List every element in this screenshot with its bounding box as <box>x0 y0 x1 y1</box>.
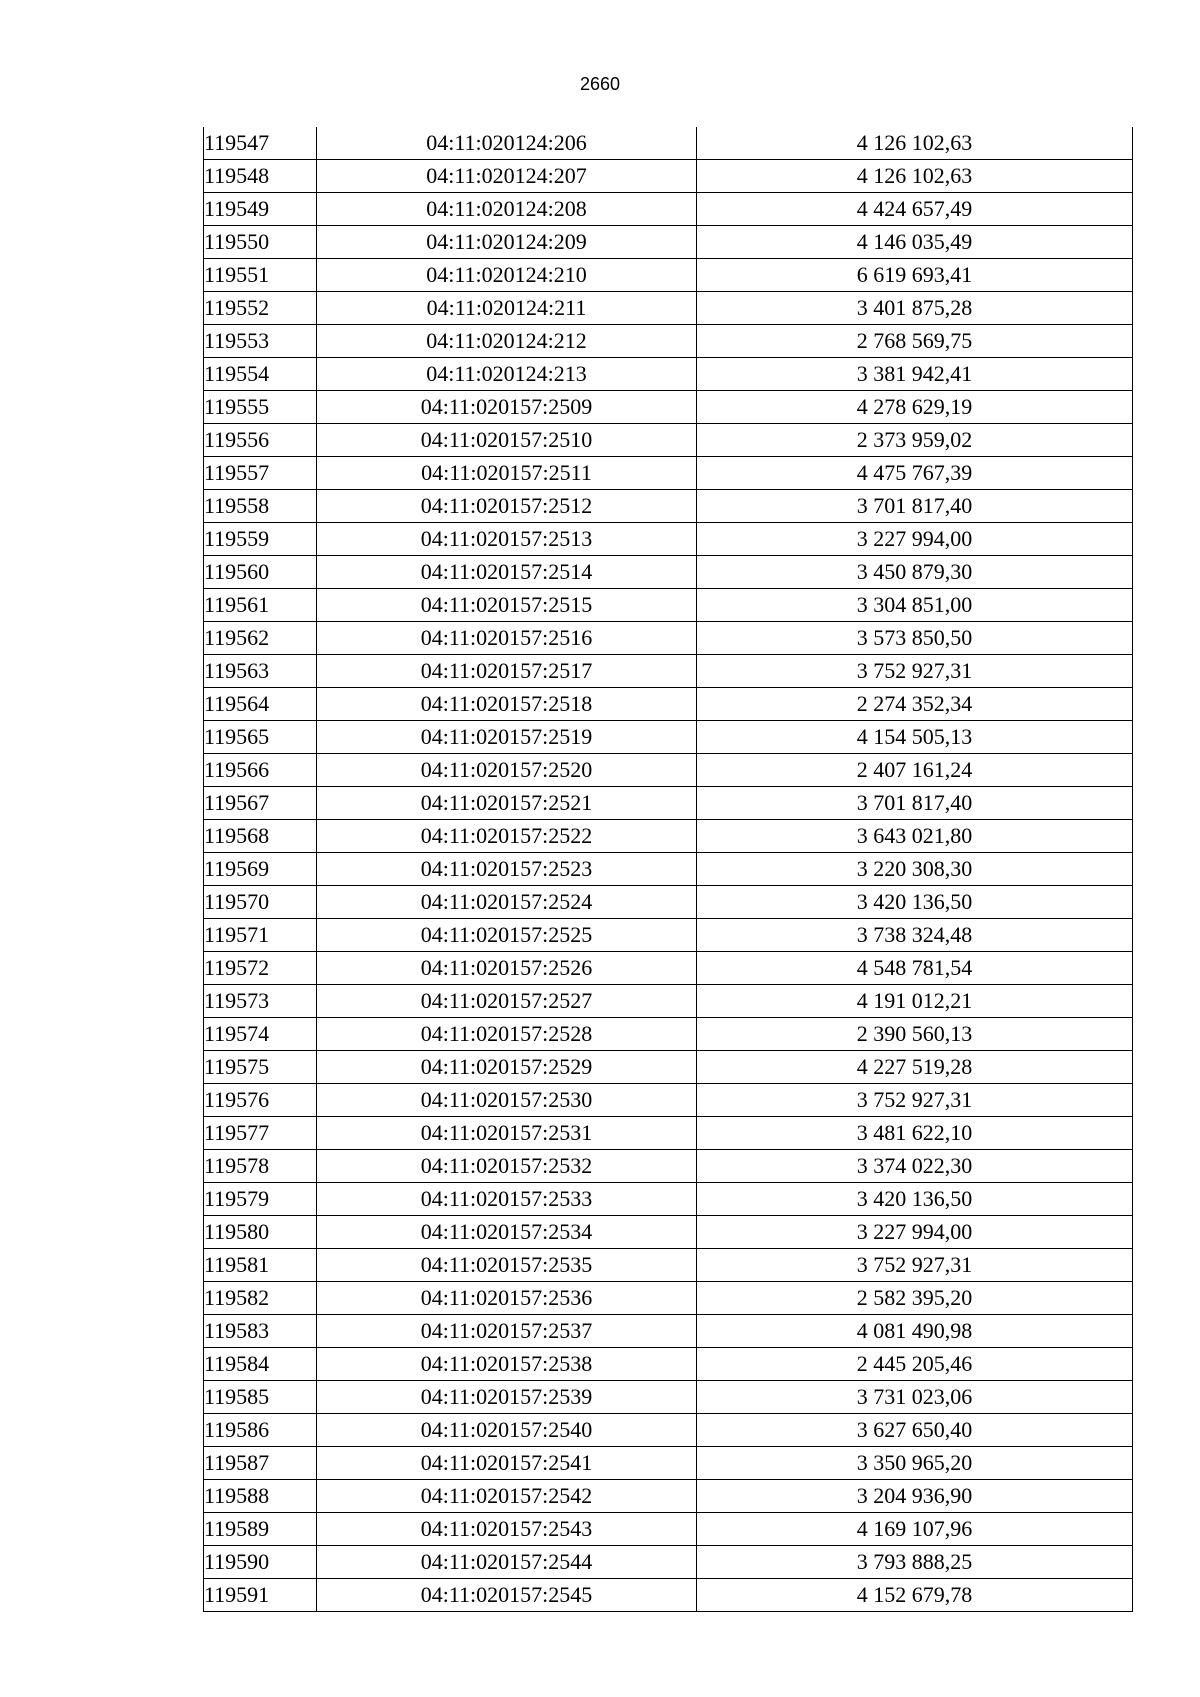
cadastral-value-cell: 3 420 136,50 <box>697 1183 1133 1216</box>
cadastral-value-cell: 4 191 012,21 <box>697 985 1133 1018</box>
cadastral-number-cell: 04:11:020157:2511 <box>317 457 697 490</box>
cadastral-number-cell: 04:11:020157:2536 <box>317 1282 697 1315</box>
cadastral-number-cell: 04:11:020157:2537 <box>317 1315 697 1348</box>
row-number-cell: 119555 <box>204 391 317 424</box>
cadastral-number-cell: 04:11:020157:2532 <box>317 1150 697 1183</box>
table-row <box>204 160 1133 193</box>
table-row <box>204 1414 1133 1447</box>
table-row <box>204 985 1133 1018</box>
cadastral-number-cell: 04:11:020157:2542 <box>317 1480 697 1513</box>
cadastral-number-cell: 04:11:020157:2521 <box>317 787 697 820</box>
row-number-cell: 119572 <box>204 952 317 985</box>
row-number-cell: 119554 <box>204 358 317 391</box>
row-number-cell: 119581 <box>204 1249 317 1282</box>
row-number-cell: 119584 <box>204 1348 317 1381</box>
cadastral-number-cell: 04:11:020157:2519 <box>317 721 697 754</box>
cadastral-number-cell: 04:11:020157:2544 <box>317 1546 697 1579</box>
cadastral-value-cell: 2 582 395,20 <box>697 1282 1133 1315</box>
cadastral-number-cell: 04:11:020124:213 <box>317 358 697 391</box>
cadastral-value-cell: 3 752 927,31 <box>697 1249 1133 1282</box>
cadastral-value-cell: 2 274 352,34 <box>697 688 1133 721</box>
cadastral-number-cell: 04:11:020157:2512 <box>317 490 697 523</box>
row-number-cell: 119550 <box>204 226 317 259</box>
cadastral-number-cell: 04:11:020124:212 <box>317 325 697 358</box>
table-row <box>204 127 1133 160</box>
table-row <box>204 787 1133 820</box>
row-number-cell: 119553 <box>204 325 317 358</box>
cadastral-number-cell: 04:11:020124:209 <box>317 226 697 259</box>
cadastral-number-cell: 04:11:020157:2524 <box>317 886 697 919</box>
row-number-cell: 119564 <box>204 688 317 721</box>
cadastral-value-cell: 4 548 781,54 <box>697 952 1133 985</box>
table-row <box>204 1480 1133 1513</box>
cadastral-value-cell: 2 768 569,75 <box>697 325 1133 358</box>
row-number-cell: 119577 <box>204 1117 317 1150</box>
cadastral-number-cell: 04:11:020157:2539 <box>317 1381 697 1414</box>
cadastral-number-cell: 04:11:020124:211 <box>317 292 697 325</box>
cadastral-number-cell: 04:11:020157:2525 <box>317 919 697 952</box>
cadastral-value-cell: 2 407 161,24 <box>697 754 1133 787</box>
table-row <box>204 457 1133 490</box>
cadastral-value-cell: 6 619 693,41 <box>697 259 1133 292</box>
cadastral-value-cell: 3 701 817,40 <box>697 787 1133 820</box>
cadastral-number-cell: 04:11:020157:2541 <box>317 1447 697 1480</box>
cadastral-value-cell: 3 374 022,30 <box>697 1150 1133 1183</box>
row-number-cell: 119585 <box>204 1381 317 1414</box>
row-number-cell: 119565 <box>204 721 317 754</box>
table-row <box>204 523 1133 556</box>
row-number-cell: 119576 <box>204 1084 317 1117</box>
table-row <box>204 1513 1133 1546</box>
row-number-cell: 119567 <box>204 787 317 820</box>
cadastral-number-cell: 04:11:020157:2534 <box>317 1216 697 1249</box>
cadastral-number-cell: 04:11:020124:206 <box>317 127 697 160</box>
cadastral-number-cell: 04:11:020157:2540 <box>317 1414 697 1447</box>
table-row <box>204 1216 1133 1249</box>
cadastral-value-cell: 4 126 102,63 <box>697 127 1133 160</box>
row-number-cell: 119573 <box>204 985 317 1018</box>
row-number-cell: 119582 <box>204 1282 317 1315</box>
table-row <box>204 919 1133 952</box>
cadastral-number-cell: 04:11:020157:2535 <box>317 1249 697 1282</box>
cadastral-value-cell: 4 227 519,28 <box>697 1051 1133 1084</box>
cadastral-number-cell: 04:11:020157:2517 <box>317 655 697 688</box>
row-number-cell: 119578 <box>204 1150 317 1183</box>
table-row <box>204 853 1133 886</box>
table-row <box>204 490 1133 523</box>
row-number-cell: 119583 <box>204 1315 317 1348</box>
table-row <box>204 1183 1133 1216</box>
table-row <box>204 325 1133 358</box>
row-number-cell: 119563 <box>204 655 317 688</box>
table-row <box>204 688 1133 721</box>
table-row <box>204 1150 1133 1183</box>
table-row <box>204 1348 1133 1381</box>
row-number-cell: 119547 <box>204 127 317 160</box>
table-row <box>204 1579 1133 1612</box>
table-row <box>204 259 1133 292</box>
cadastral-value-cell: 2 390 560,13 <box>697 1018 1133 1051</box>
cadastral-value-cell: 3 643 021,80 <box>697 820 1133 853</box>
cadastral-number-cell: 04:11:020157:2509 <box>317 391 697 424</box>
table-row <box>204 721 1133 754</box>
row-number-cell: 119559 <box>204 523 317 556</box>
row-number-cell: 119569 <box>204 853 317 886</box>
table-row <box>204 1117 1133 1150</box>
cadastral-value-cell: 4 081 490,98 <box>697 1315 1133 1348</box>
cadastral-value-cell: 3 701 817,40 <box>697 490 1133 523</box>
cadastral-value-cell: 3 227 994,00 <box>697 1216 1133 1249</box>
cadastral-value-cell: 4 424 657,49 <box>697 193 1133 226</box>
cadastral-number-cell: 04:11:020157:2514 <box>317 556 697 589</box>
table-row <box>204 1051 1133 1084</box>
cadastral-number-cell: 04:11:020157:2510 <box>317 424 697 457</box>
cadastral-number-cell: 04:11:020157:2520 <box>317 754 697 787</box>
cadastral-value-cell: 3 227 994,00 <box>697 523 1133 556</box>
table-row <box>204 1315 1133 1348</box>
cadastral-number-cell: 04:11:020157:2531 <box>317 1117 697 1150</box>
row-number-cell: 119561 <box>204 589 317 622</box>
row-number-cell: 119560 <box>204 556 317 589</box>
table-row <box>204 424 1133 457</box>
cadastral-number-cell: 04:11:020157:2543 <box>317 1513 697 1546</box>
cadastral-number-cell: 04:11:020157:2527 <box>317 985 697 1018</box>
row-number-cell: 119556 <box>204 424 317 457</box>
cadastral-number-cell: 04:11:020157:2515 <box>317 589 697 622</box>
table-row <box>204 1018 1133 1051</box>
cadastral-value-cell: 3 401 875,28 <box>697 292 1133 325</box>
cadastral-value-cell: 3 381 942,41 <box>697 358 1133 391</box>
page-number: 2660 <box>579 74 621 94</box>
row-number-cell: 119590 <box>204 1546 317 1579</box>
table-row <box>204 193 1133 226</box>
cadastral-number-cell: 04:11:020157:2528 <box>317 1018 697 1051</box>
table-row <box>204 556 1133 589</box>
cadastral-number-cell: 04:11:020157:2530 <box>317 1084 697 1117</box>
cadastral-value-cell: 4 475 767,39 <box>697 457 1133 490</box>
table-row <box>204 226 1133 259</box>
cadastral-number-cell: 04:11:020124:208 <box>317 193 697 226</box>
cadastral-number-cell: 04:11:020157:2533 <box>317 1183 697 1216</box>
row-number-cell: 119575 <box>204 1051 317 1084</box>
table-body <box>204 127 1133 1612</box>
table-row <box>204 754 1133 787</box>
cadastral-number-cell: 04:11:020157:2518 <box>317 688 697 721</box>
row-number-cell: 119589 <box>204 1513 317 1546</box>
cadastral-value-table <box>203 127 1133 1612</box>
cadastral-value-cell: 4 126 102,63 <box>697 160 1133 193</box>
row-number-cell: 119588 <box>204 1480 317 1513</box>
table-row <box>204 1084 1133 1117</box>
cadastral-number-cell: 04:11:020157:2538 <box>317 1348 697 1381</box>
table-row <box>204 1447 1133 1480</box>
cadastral-value-cell: 4 278 629,19 <box>697 391 1133 424</box>
cadastral-value-cell: 4 169 107,96 <box>697 1513 1133 1546</box>
cadastral-number-cell: 04:11:020157:2529 <box>317 1051 697 1084</box>
cadastral-value-cell: 2 445 205,46 <box>697 1348 1133 1381</box>
row-number-cell: 119548 <box>204 160 317 193</box>
row-number-cell: 119552 <box>204 292 317 325</box>
row-number-cell: 119557 <box>204 457 317 490</box>
cadastral-value-cell: 3 450 879,30 <box>697 556 1133 589</box>
cadastral-number-cell: 04:11:020157:2522 <box>317 820 697 853</box>
row-number-cell: 119551 <box>204 259 317 292</box>
cadastral-value-cell: 3 220 308,30 <box>697 853 1133 886</box>
row-number-cell: 119558 <box>204 490 317 523</box>
table-row <box>204 1249 1133 1282</box>
cadastral-number-cell: 04:11:020124:210 <box>317 259 697 292</box>
cadastral-number-cell: 04:11:020157:2513 <box>317 523 697 556</box>
row-number-cell: 119570 <box>204 886 317 919</box>
row-number-cell: 119571 <box>204 919 317 952</box>
table-row <box>204 655 1133 688</box>
cadastral-value-cell: 3 350 965,20 <box>697 1447 1133 1480</box>
row-number-cell: 119568 <box>204 820 317 853</box>
row-number-cell: 119549 <box>204 193 317 226</box>
cadastral-value-cell: 4 146 035,49 <box>697 226 1133 259</box>
row-number-cell: 119580 <box>204 1216 317 1249</box>
row-number-cell: 119586 <box>204 1414 317 1447</box>
cadastral-number-cell: 04:11:020157:2523 <box>317 853 697 886</box>
table-row <box>204 622 1133 655</box>
cadastral-value-cell: 3 793 888,25 <box>697 1546 1133 1579</box>
row-number-cell: 119579 <box>204 1183 317 1216</box>
cadastral-value-cell: 2 373 959,02 <box>697 424 1133 457</box>
table-row <box>204 820 1133 853</box>
row-number-cell: 119566 <box>204 754 317 787</box>
cadastral-value-cell: 3 420 136,50 <box>697 886 1133 919</box>
table-row <box>204 1546 1133 1579</box>
table-row <box>204 391 1133 424</box>
row-number-cell: 119587 <box>204 1447 317 1480</box>
table-row <box>204 1282 1133 1315</box>
cadastral-value-cell: 3 481 622,10 <box>697 1117 1133 1150</box>
table-row <box>204 589 1133 622</box>
cadastral-value-cell: 3 573 850,50 <box>697 622 1133 655</box>
cadastral-value-cell: 3 752 927,31 <box>697 655 1133 688</box>
cadastral-number-cell: 04:11:020124:207 <box>317 160 697 193</box>
row-number-cell: 119574 <box>204 1018 317 1051</box>
cadastral-value-cell: 3 304 851,00 <box>697 589 1133 622</box>
cadastral-value-cell: 3 204 936,90 <box>697 1480 1133 1513</box>
cadastral-value-cell: 3 738 324,48 <box>697 919 1133 952</box>
cadastral-value-cell: 4 154 505,13 <box>697 721 1133 754</box>
table-row <box>204 292 1133 325</box>
cadastral-number-cell: 04:11:020157:2526 <box>317 952 697 985</box>
cadastral-value-cell: 3 752 927,31 <box>697 1084 1133 1117</box>
cadastral-number-cell: 04:11:020157:2545 <box>317 1579 697 1612</box>
cadastral-number-cell: 04:11:020157:2516 <box>317 622 697 655</box>
table-row <box>204 358 1133 391</box>
row-number-cell: 119591 <box>204 1579 317 1612</box>
table-row <box>204 1381 1133 1414</box>
cadastral-value-cell: 3 731 023,06 <box>697 1381 1133 1414</box>
cadastral-value-cell: 3 627 650,40 <box>697 1414 1133 1447</box>
table-row <box>204 952 1133 985</box>
cadastral-value-cell: 4 152 679,78 <box>697 1579 1133 1612</box>
table-row <box>204 886 1133 919</box>
row-number-cell: 119562 <box>204 622 317 655</box>
